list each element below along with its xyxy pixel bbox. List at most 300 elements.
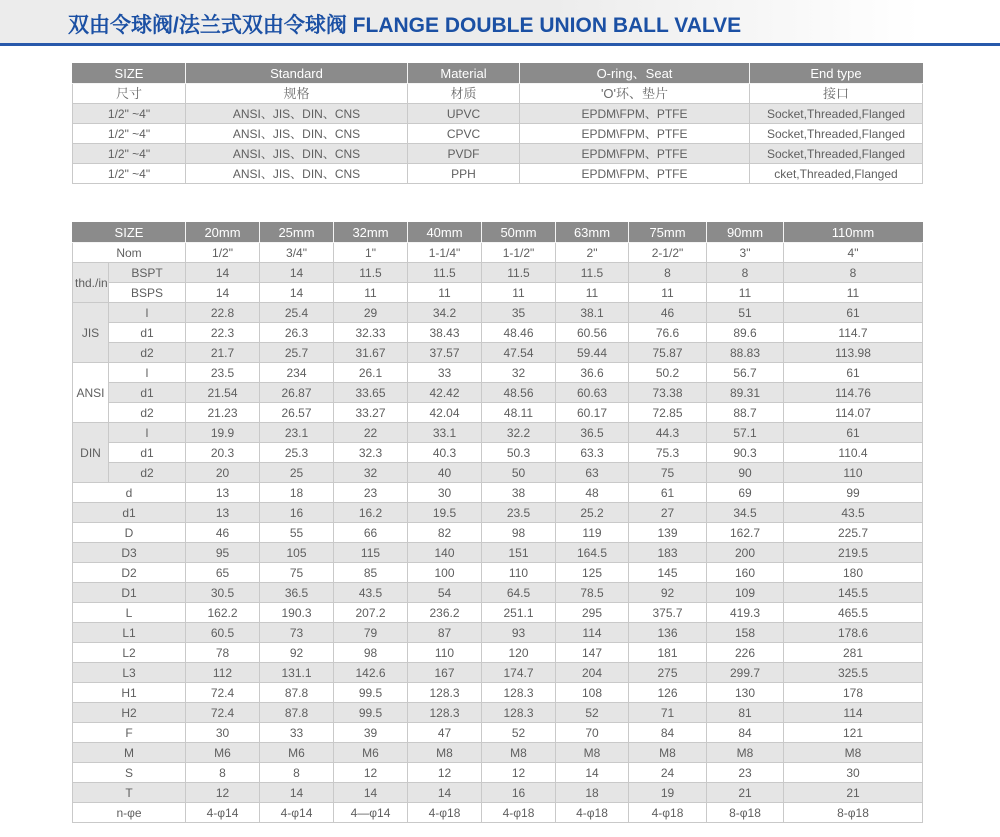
- value-cell: 40.3: [408, 443, 482, 463]
- value-cell: 38: [482, 483, 556, 503]
- value-cell: 22: [334, 423, 408, 443]
- table-row: [73, 323, 923, 343]
- value-cell: 13: [186, 483, 260, 503]
- value-cell: 87: [408, 623, 482, 643]
- value-cell: 110: [784, 463, 923, 483]
- table-row: [73, 303, 923, 323]
- value-cell: 21.7: [186, 343, 260, 363]
- value-cell: 78.5: [556, 583, 629, 603]
- value-cell: 92: [260, 643, 334, 663]
- table-row: [73, 383, 923, 403]
- value-cell: 465.5: [784, 603, 923, 623]
- value-cell: 8: [629, 263, 707, 283]
- value-cell: 98: [334, 643, 408, 663]
- value-cell: 18: [260, 483, 334, 503]
- value-cell: 82: [408, 523, 482, 543]
- value-cell: 136: [629, 623, 707, 643]
- value-cell: 90.3: [707, 443, 784, 463]
- value-cell: M8: [784, 743, 923, 763]
- value-cell: 55: [260, 523, 334, 543]
- value-cell: 1-1/4": [408, 243, 482, 263]
- row-label-cell: H1: [73, 683, 186, 703]
- value-cell: 23.1: [260, 423, 334, 443]
- value-cell: 75.87: [629, 343, 707, 363]
- value-cell: PVDF: [408, 144, 520, 164]
- value-cell: M6: [334, 743, 408, 763]
- value-cell: 36.6: [556, 363, 629, 383]
- value-cell: 114.07: [784, 403, 923, 423]
- value-cell: 8: [186, 763, 260, 783]
- value-cell: 98: [482, 523, 556, 543]
- value-cell: 11.5: [556, 263, 629, 283]
- value-cell: 37.57: [408, 343, 482, 363]
- value-cell: 60.5: [186, 623, 260, 643]
- value-cell: 44.3: [629, 423, 707, 443]
- value-cell: 12: [408, 763, 482, 783]
- value-cell: 30: [186, 723, 260, 743]
- value-cell: 66: [334, 523, 408, 543]
- value-cell: 2-1/2": [629, 243, 707, 263]
- row-label-cell: d2: [109, 463, 186, 483]
- value-cell: 27: [629, 503, 707, 523]
- value-cell: 78: [186, 643, 260, 663]
- value-cell: 190.3: [260, 603, 334, 623]
- value-cell: 23: [334, 483, 408, 503]
- value-cell: 50.3: [482, 443, 556, 463]
- column-header: 63mm: [556, 223, 629, 243]
- value-cell: 14: [408, 783, 482, 803]
- table-row: [73, 403, 923, 423]
- table-row: [73, 703, 923, 723]
- value-cell: ANSI、JIS、DIN、CNS: [186, 164, 408, 184]
- value-cell: 33.27: [334, 403, 408, 423]
- value-cell: 61: [784, 303, 923, 323]
- value-cell: 34.2: [408, 303, 482, 323]
- value-cell: 48.11: [482, 403, 556, 423]
- table-row: [73, 223, 923, 243]
- group-label-cell: JIS: [73, 303, 109, 363]
- column-header: 25mm: [260, 223, 334, 243]
- column-header: 20mm: [186, 223, 260, 243]
- value-cell: 18: [556, 783, 629, 803]
- value-cell: 75: [629, 463, 707, 483]
- value-cell: 40: [408, 463, 482, 483]
- column-header: 40mm: [408, 223, 482, 243]
- table-row: [73, 803, 923, 823]
- column-header: Standard: [186, 64, 408, 84]
- value-cell: 8: [707, 263, 784, 283]
- value-cell: 275: [629, 663, 707, 683]
- row-label-cell: d1: [73, 503, 186, 523]
- value-cell: 128.3: [482, 683, 556, 703]
- value-cell: 225.7: [784, 523, 923, 543]
- value-cell: 178.6: [784, 623, 923, 643]
- table-row: [73, 603, 923, 623]
- value-cell: 24: [629, 763, 707, 783]
- value-cell: 14: [334, 783, 408, 803]
- value-cell: 48.46: [482, 323, 556, 343]
- value-cell: 85: [334, 563, 408, 583]
- value-cell: 174.7: [482, 663, 556, 683]
- value-cell: 299.7: [707, 663, 784, 683]
- value-cell: 13: [186, 503, 260, 523]
- value-cell: 33.1: [408, 423, 482, 443]
- value-cell: 128.3: [482, 703, 556, 723]
- spec-table: [72, 63, 923, 184]
- value-cell: 21: [707, 783, 784, 803]
- value-cell: 84: [629, 723, 707, 743]
- row-label-cell: d: [73, 483, 186, 503]
- value-cell: 23.5: [482, 503, 556, 523]
- value-cell: 36.5: [556, 423, 629, 443]
- value-cell: 4-φ18: [408, 803, 482, 823]
- value-cell: 95: [186, 543, 260, 563]
- value-cell: 99.5: [334, 683, 408, 703]
- value-cell: ANSI、JIS、DIN、CNS: [186, 104, 408, 124]
- value-cell: 14: [186, 263, 260, 283]
- value-cell: 204: [556, 663, 629, 683]
- table-row: [73, 443, 923, 463]
- value-cell: 8-φ18: [784, 803, 923, 823]
- column-header: 75mm: [629, 223, 707, 243]
- group-label-cell: ANSI: [73, 363, 109, 423]
- row-label-cell: d1: [109, 323, 186, 343]
- row-label-cell: L2: [73, 643, 186, 663]
- value-cell: 11.5: [482, 263, 556, 283]
- value-cell: 73: [260, 623, 334, 643]
- table-row: [73, 743, 923, 763]
- value-cell: 121: [784, 723, 923, 743]
- value-cell: 11: [482, 283, 556, 303]
- value-cell: 236.2: [408, 603, 482, 623]
- value-cell: 38.43: [408, 323, 482, 343]
- table-row: [73, 783, 923, 803]
- value-cell: 4-φ14: [186, 803, 260, 823]
- value-cell: 151: [482, 543, 556, 563]
- row-label-cell: D3: [73, 543, 186, 563]
- value-cell: 34.5: [707, 503, 784, 523]
- value-cell: 63: [556, 463, 629, 483]
- value-cell: 81: [707, 703, 784, 723]
- row-label-cell: T: [73, 783, 186, 803]
- row-label-cell: D1: [73, 583, 186, 603]
- row-label-cell: d2: [109, 343, 186, 363]
- table-row: [73, 164, 923, 184]
- column-header-cn: 接口: [750, 84, 923, 104]
- value-cell: 61: [784, 423, 923, 443]
- value-cell: 108: [556, 683, 629, 703]
- value-cell: 140: [408, 543, 482, 563]
- table-row: [73, 104, 923, 124]
- value-cell: 16: [260, 503, 334, 523]
- column-header: SIZE: [73, 64, 186, 84]
- content-area: [0, 46, 1000, 823]
- value-cell: 251.1: [482, 603, 556, 623]
- value-cell: 226: [707, 643, 784, 663]
- value-cell: 25.7: [260, 343, 334, 363]
- value-cell: 99.5: [334, 703, 408, 723]
- value-cell: 87.8: [260, 703, 334, 723]
- value-cell: 219.5: [784, 543, 923, 563]
- value-cell: 8: [784, 263, 923, 283]
- value-cell: 46: [186, 523, 260, 543]
- value-cell: 130: [707, 683, 784, 703]
- value-cell: 73.38: [629, 383, 707, 403]
- value-cell: 14: [186, 283, 260, 303]
- row-label-cell: Nom: [73, 243, 186, 263]
- value-cell: 88.83: [707, 343, 784, 363]
- value-cell: 19.5: [408, 503, 482, 523]
- value-cell: 32: [334, 463, 408, 483]
- value-cell: 42.04: [408, 403, 482, 423]
- value-cell: 48.56: [482, 383, 556, 403]
- value-cell: 50.2: [629, 363, 707, 383]
- value-cell: 25.2: [556, 503, 629, 523]
- value-cell: 4-φ18: [629, 803, 707, 823]
- value-cell: EPDM\FPM、PTFE: [520, 104, 750, 124]
- value-cell: 84: [707, 723, 784, 743]
- value-cell: 4-φ14: [260, 803, 334, 823]
- value-cell: 181: [629, 643, 707, 663]
- value-cell: 16.2: [334, 503, 408, 523]
- value-cell: PPH: [408, 164, 520, 184]
- value-cell: 167: [408, 663, 482, 683]
- value-cell: 32.2: [482, 423, 556, 443]
- value-cell: 125: [556, 563, 629, 583]
- value-cell: 25.3: [260, 443, 334, 463]
- value-cell: 114: [784, 703, 923, 723]
- row-label-cell: L3: [73, 663, 186, 683]
- value-cell: 36.5: [260, 583, 334, 603]
- value-cell: Socket,Threaded,Flanged: [750, 104, 923, 124]
- value-cell: 48: [556, 483, 629, 503]
- value-cell: 26.1: [334, 363, 408, 383]
- row-label-cell: BSPT: [109, 263, 186, 283]
- table-row: [73, 144, 923, 164]
- value-cell: 42.42: [408, 383, 482, 403]
- value-cell: 11: [408, 283, 482, 303]
- value-cell: 99: [784, 483, 923, 503]
- value-cell: 90: [707, 463, 784, 483]
- value-cell: 12: [334, 763, 408, 783]
- value-cell: Socket,Threaded,Flanged: [750, 144, 923, 164]
- value-cell: 12: [482, 763, 556, 783]
- value-cell: 114.76: [784, 383, 923, 403]
- row-label-cell: l: [109, 363, 186, 383]
- group-label-cell: thd./in: [73, 263, 109, 303]
- column-header-cn: 'O'环、垫片: [520, 84, 750, 104]
- value-cell: 43.5: [784, 503, 923, 523]
- value-cell: 11: [334, 283, 408, 303]
- column-header: Material: [408, 64, 520, 84]
- value-cell: 22.8: [186, 303, 260, 323]
- value-cell: 4—φ14: [334, 803, 408, 823]
- value-cell: 38.1: [556, 303, 629, 323]
- value-cell: 325.5: [784, 663, 923, 683]
- value-cell: 8-φ18: [707, 803, 784, 823]
- value-cell: 72.85: [629, 403, 707, 423]
- value-cell: 47.54: [482, 343, 556, 363]
- column-header: O-ring、Seat: [520, 64, 750, 84]
- value-cell: 183: [629, 543, 707, 563]
- value-cell: 128.3: [408, 683, 482, 703]
- row-label-cell: L: [73, 603, 186, 623]
- value-cell: ANSI、JIS、DIN、CNS: [186, 144, 408, 164]
- row-label-cell: D2: [73, 563, 186, 583]
- row-label-cell: l: [109, 303, 186, 323]
- value-cell: 60.56: [556, 323, 629, 343]
- value-cell: 145.5: [784, 583, 923, 603]
- table-row: [73, 583, 923, 603]
- value-cell: 33.65: [334, 383, 408, 403]
- value-cell: 126: [629, 683, 707, 703]
- value-cell: 162.7: [707, 523, 784, 543]
- value-cell: 93: [482, 623, 556, 643]
- value-cell: 119: [556, 523, 629, 543]
- value-cell: 8: [260, 763, 334, 783]
- value-cell: 30: [784, 763, 923, 783]
- row-label-cell: D: [73, 523, 186, 543]
- value-cell: M8: [629, 743, 707, 763]
- value-cell: M8: [408, 743, 482, 763]
- table-row: [73, 243, 923, 263]
- value-cell: 22.3: [186, 323, 260, 343]
- value-cell: 43.5: [334, 583, 408, 603]
- value-cell: 281: [784, 643, 923, 663]
- value-cell: 20.3: [186, 443, 260, 463]
- value-cell: 11.5: [408, 263, 482, 283]
- table-row: [73, 263, 923, 283]
- value-cell: 11: [707, 283, 784, 303]
- value-cell: M8: [707, 743, 784, 763]
- value-cell: 164.5: [556, 543, 629, 563]
- value-cell: 92: [629, 583, 707, 603]
- value-cell: 110: [482, 563, 556, 583]
- table-row: [73, 523, 923, 543]
- value-cell: 21: [784, 783, 923, 803]
- table-row: [73, 683, 923, 703]
- value-cell: 375.7: [629, 603, 707, 623]
- value-cell: 139: [629, 523, 707, 543]
- value-cell: 142.6: [334, 663, 408, 683]
- row-label-cell: M: [73, 743, 186, 763]
- value-cell: 54: [408, 583, 482, 603]
- value-cell: EPDM\FPM、PTFE: [520, 124, 750, 144]
- page-header: [0, 0, 1000, 46]
- value-cell: 295: [556, 603, 629, 623]
- value-cell: 109: [707, 583, 784, 603]
- row-label-cell: L1: [73, 623, 186, 643]
- table-row: [73, 64, 923, 84]
- value-cell: 20: [186, 463, 260, 483]
- value-cell: 52: [482, 723, 556, 743]
- table-row: [73, 343, 923, 363]
- value-cell: 89.31: [707, 383, 784, 403]
- value-cell: 30.5: [186, 583, 260, 603]
- value-cell: UPVC: [408, 104, 520, 124]
- value-cell: 114: [556, 623, 629, 643]
- value-cell: 75: [260, 563, 334, 583]
- value-cell: 32.33: [334, 323, 408, 343]
- value-cell: 61: [629, 483, 707, 503]
- value-cell: 1/2" ~4": [73, 164, 186, 184]
- table-row: [73, 663, 923, 683]
- value-cell: 4": [784, 243, 923, 263]
- value-cell: 25: [260, 463, 334, 483]
- value-cell: 52: [556, 703, 629, 723]
- table-row: [73, 643, 923, 663]
- value-cell: 100: [408, 563, 482, 583]
- value-cell: 89.6: [707, 323, 784, 343]
- value-cell: 160: [707, 563, 784, 583]
- table-row: [73, 283, 923, 303]
- value-cell: 26.3: [260, 323, 334, 343]
- row-label-cell: S: [73, 763, 186, 783]
- value-cell: 162.2: [186, 603, 260, 623]
- value-cell: 72.4: [186, 703, 260, 723]
- column-header: End type: [750, 64, 923, 84]
- table-row: [73, 623, 923, 643]
- value-cell: 51: [707, 303, 784, 323]
- value-cell: M6: [186, 743, 260, 763]
- value-cell: 112: [186, 663, 260, 683]
- value-cell: 19: [629, 783, 707, 803]
- table-row: [73, 363, 923, 383]
- value-cell: 31.67: [334, 343, 408, 363]
- value-cell: 72.4: [186, 683, 260, 703]
- value-cell: 21.54: [186, 383, 260, 403]
- value-cell: 26.57: [260, 403, 334, 423]
- value-cell: 3/4": [260, 243, 334, 263]
- value-cell: 61: [784, 363, 923, 383]
- value-cell: ANSI、JIS、DIN、CNS: [186, 124, 408, 144]
- value-cell: 1/2" ~4": [73, 104, 186, 124]
- row-label-cell: l: [109, 423, 186, 443]
- value-cell: 11: [784, 283, 923, 303]
- value-cell: 11: [629, 283, 707, 303]
- row-label-cell: n-φe: [73, 803, 186, 823]
- value-cell: 4-φ18: [556, 803, 629, 823]
- column-header-cn: 尺寸: [73, 84, 186, 104]
- value-cell: 3": [707, 243, 784, 263]
- value-cell: 113.98: [784, 343, 923, 363]
- value-cell: 14: [260, 283, 334, 303]
- value-cell: 87.8: [260, 683, 334, 703]
- value-cell: 131.1: [260, 663, 334, 683]
- value-cell: 1/2" ~4": [73, 144, 186, 164]
- value-cell: 207.2: [334, 603, 408, 623]
- value-cell: 178: [784, 683, 923, 703]
- value-cell: 14: [556, 763, 629, 783]
- value-cell: 32: [482, 363, 556, 383]
- value-cell: 71: [629, 703, 707, 723]
- table-row: [73, 463, 923, 483]
- value-cell: 23.5: [186, 363, 260, 383]
- value-cell: 115: [334, 543, 408, 563]
- table-row: [73, 723, 923, 743]
- table-row: [73, 543, 923, 563]
- value-cell: 70: [556, 723, 629, 743]
- value-cell: 33: [260, 723, 334, 743]
- value-cell: M8: [556, 743, 629, 763]
- row-label-cell: d1: [109, 383, 186, 403]
- value-cell: M6: [260, 743, 334, 763]
- value-cell: 12: [186, 783, 260, 803]
- value-cell: 200: [707, 543, 784, 563]
- value-cell: 180: [784, 563, 923, 583]
- value-cell: 128.3: [408, 703, 482, 723]
- value-cell: 114.7: [784, 323, 923, 343]
